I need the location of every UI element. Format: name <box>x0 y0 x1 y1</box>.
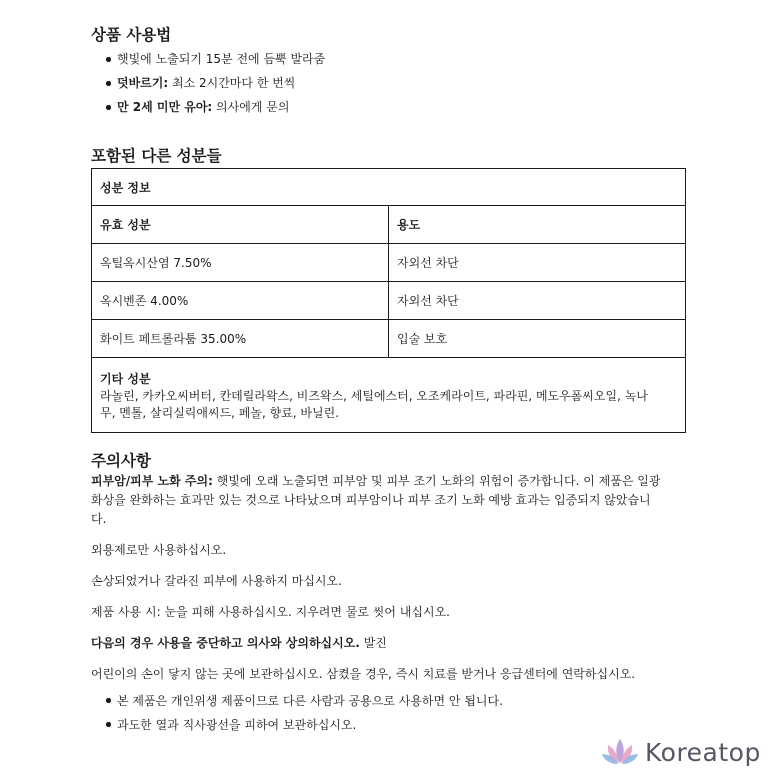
other-ingredients-cell <box>92 358 686 433</box>
skin-warning-label: 피부암/피부 노화 주의: <box>91 474 213 488</box>
brand-name: Koreatop <box>645 738 761 767</box>
damaged-skin-text: 손상되었거나 갈라진 피부에 사용하지 마십시오. <box>91 574 342 588</box>
external-use-text: 외용제로만 사용하십시오. <box>91 543 227 557</box>
usage-item-text: 의사에게 문의 <box>212 100 290 114</box>
children-warning-text: 어린이의 손이 닿지 않는 곳에 보관하십시오. 삼켰을 경우, 즉시 치료를 받거나 응급센터에 연락하십시오. <box>91 667 636 681</box>
warnings-heading: 주의사항 <box>91 452 151 470</box>
table-cell: 화이트 페트롤라툼 35.00% <box>92 320 389 358</box>
skin-warning-line: 햇빛에 오래 노출되면 피부암 및 피부 조기 노화의 위험이 증가합니다. 이 제품은 일광 <box>212 474 661 488</box>
table-cell: 옥틸옥시산염 7.50% <box>92 244 389 282</box>
other-ingredients-label: 기타 성분 <box>100 371 151 386</box>
usage-item-label: 만 2세 미만 유아: <box>117 100 213 114</box>
table-cell: 옥시벤존 4.00% <box>92 282 389 320</box>
list-item <box>91 99 687 123</box>
usage-item-text: 최소 2시간마다 한 번씩 <box>168 76 296 90</box>
ingredients-table <box>91 168 686 433</box>
brand-logo <box>601 736 761 770</box>
stop-use-text: 다음의 경우 사용을 중단하고 의사와 상의하십시오. 발진 <box>91 636 387 650</box>
product-info-page <box>91 24 687 740</box>
usage-heading: 상품 사용법 <box>91 26 172 44</box>
list-item <box>91 75 687 99</box>
table-row <box>92 320 686 358</box>
table-title: 성분 정보 <box>92 169 686 206</box>
table-row <box>92 244 686 282</box>
skin-warning-line: 다. <box>91 512 107 526</box>
usage-item-label: 덧바르기: <box>117 76 169 90</box>
table-row <box>92 282 686 320</box>
table-header-cell: 유효 성분 <box>92 206 389 244</box>
list-item: 과도한 열과 직사광선을 피하여 보관하십시오. <box>91 716 687 740</box>
lotus-icon <box>601 736 639 770</box>
list-item: 본 제품은 개인위생 제품이므로 다른 사람과 공용으로 사용하면 안 됩니다. <box>91 692 687 716</box>
table-cell: 자외선 차단 <box>389 282 686 320</box>
storage-list <box>91 692 687 740</box>
other-ingredients-line: 라놀린, 카카오씨버터, 칸데릴라왁스, 비즈왁스, 세틸에스터, 오조케라이트, 파라핀, 메도우폼씨오일, 녹나 <box>100 388 648 403</box>
skin-warning <box>91 472 687 529</box>
usage-item-text: 햇빛에 노출되기 15분 전에 듬뿍 발라줌 <box>117 52 326 66</box>
table-header-cell: 용도 <box>389 206 686 244</box>
skin-warning-line: 화상을 완화하는 효과만 있는 것으로 나타났으며 피부암이나 피부 조기 노화 예방 효과는 입증되지 않았습니 <box>91 493 651 507</box>
table-cell: 자외선 차단 <box>389 244 686 282</box>
ingredients-heading: 포함된 다른 성분들 <box>91 147 222 165</box>
usage-list <box>91 51 687 123</box>
eye-warning-text: 제품 사용 시: 눈을 피해 사용하십시오. 지우려면 물로 씻어 내십시오. <box>91 605 450 619</box>
list-item <box>91 51 687 75</box>
other-ingredients-line: 무, 멘톨, 살리실릭애씨드, 페놀, 향료, 바닐린. <box>100 405 340 420</box>
table-cell: 입술 보호 <box>389 320 686 358</box>
stop-use-label: 다음의 경우 사용을 중단하고 의사와 상의하십시오. <box>91 636 360 650</box>
